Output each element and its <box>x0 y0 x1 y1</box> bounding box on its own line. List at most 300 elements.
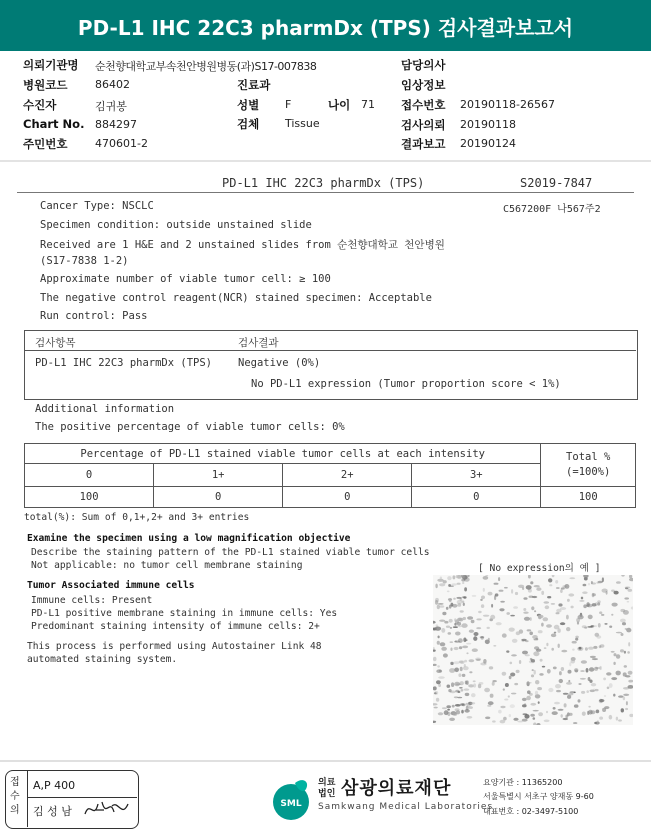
footer-divider <box>0 760 651 762</box>
cell-nucleus <box>546 643 548 646</box>
cell-nucleus <box>613 694 615 697</box>
cell-nucleus <box>518 585 524 588</box>
cell-nucleus <box>473 683 476 687</box>
cell-nucleus <box>534 670 536 675</box>
cell-nucleus <box>625 588 628 590</box>
cell-nucleus <box>471 620 475 623</box>
cell-nucleus <box>453 598 456 600</box>
cell-nucleus <box>508 695 510 697</box>
cell-nucleus <box>457 691 460 693</box>
cell-nucleus <box>551 634 556 638</box>
cell-nucleus <box>604 623 607 625</box>
cell-nucleus <box>462 646 468 649</box>
cell-nucleus <box>616 671 621 676</box>
negative-control: The negative control reagent(NCR) stained specimen: Acceptable <box>40 292 432 304</box>
cell-nucleus <box>460 703 464 705</box>
immune-line-3: Predominant staining intensity of immune cells: 2+ <box>31 621 320 632</box>
cell-nucleus <box>599 717 603 720</box>
cell-nucleus <box>447 591 450 593</box>
cell-nucleus <box>539 673 543 676</box>
cell-nucleus <box>543 617 549 621</box>
org-prefix-1: 의료 <box>318 778 336 788</box>
cell-nucleus <box>592 593 596 596</box>
cell-nucleus <box>609 683 613 688</box>
cell-nucleus <box>538 712 543 716</box>
cell-nucleus <box>461 689 464 692</box>
cell-nucleus <box>566 682 572 685</box>
cell-nucleus <box>578 615 584 620</box>
cell-nucleus <box>544 720 550 723</box>
cell-nucleus <box>560 622 565 625</box>
cell-nucleus <box>439 620 445 622</box>
cell-nucleus <box>516 670 520 673</box>
cell-nucleus <box>589 667 595 671</box>
cell-nucleus <box>604 695 606 697</box>
cell-nucleus <box>613 662 615 665</box>
cell-nucleus <box>466 703 469 705</box>
cell-nucleus <box>454 668 459 673</box>
cell-nucleus <box>623 694 629 696</box>
cell-nucleus <box>597 720 599 725</box>
cell-nucleus <box>435 598 439 602</box>
value-request-date: 20190118 <box>460 118 516 131</box>
cell-nucleus <box>481 604 484 608</box>
cell-nucleus <box>480 636 485 638</box>
label-receipt-no: 접수번호 <box>401 98 446 112</box>
cell-nucleus <box>533 710 539 712</box>
cell-nucleus <box>494 583 499 585</box>
cell-nucleus <box>554 632 556 634</box>
cell-nucleus <box>458 673 461 677</box>
cell-nucleus <box>438 684 441 687</box>
cell-nucleus <box>612 603 618 607</box>
cell-nucleus <box>565 715 568 719</box>
viable-tumor-cells: Approximate number of viable tumor cell: ≥ 100 <box>40 273 331 285</box>
cell-nucleus <box>450 648 452 651</box>
cell-nucleus <box>521 639 526 641</box>
cell-nucleus <box>457 583 461 585</box>
cell-nucleus <box>579 647 582 650</box>
result-detail: No PD-L1 expression (Tumor proportion score < 1%) <box>251 378 561 390</box>
cell-nucleus <box>459 687 463 689</box>
run-control: Run control: Pass <box>40 310 148 322</box>
value-specimen: Tissue <box>285 117 320 130</box>
cell-nucleus <box>599 699 604 702</box>
cell-nucleus <box>554 625 560 630</box>
cell-nucleus <box>438 712 443 715</box>
cell-nucleus <box>581 660 587 664</box>
cell-nucleus <box>506 650 509 652</box>
cell-nucleus <box>462 601 465 603</box>
cell-nucleus <box>592 603 597 606</box>
value-intensity-1plus: 0 <box>154 486 283 507</box>
cell-nucleus <box>538 615 544 618</box>
cell-nucleus <box>448 585 454 587</box>
cell-nucleus <box>443 580 447 583</box>
cell-nucleus <box>590 710 595 714</box>
cell-nucleus <box>527 690 531 694</box>
cell-nucleus <box>525 654 530 656</box>
cell-nucleus <box>503 688 505 690</box>
cell-nucleus <box>624 665 627 668</box>
cell-nucleus <box>581 597 583 600</box>
cell-nucleus <box>472 648 478 652</box>
cell-nucleus <box>559 679 563 683</box>
cell-nucleus <box>611 614 613 616</box>
cell-nucleus <box>616 581 621 584</box>
cell-nucleus <box>473 636 477 641</box>
cell-nucleus <box>469 671 472 673</box>
stamp-code: A,P 400 <box>33 779 76 792</box>
specimen-condition: Specimen condition: outside unstained slide <box>40 219 312 231</box>
cell-nucleus <box>540 659 543 662</box>
stamp-label: 접수의 <box>10 777 20 816</box>
cell-nucleus <box>551 648 554 651</box>
cell-nucleus <box>519 660 521 664</box>
exam-title: Examine the specimen using a low magnification objective <box>27 533 351 544</box>
signature-image <box>82 796 132 822</box>
cell-nucleus <box>506 612 510 615</box>
cell-nucleus <box>436 669 442 673</box>
cell-nucleus <box>509 628 515 632</box>
cell-nucleus <box>611 677 617 680</box>
cell-nucleus <box>534 646 539 650</box>
cell-nucleus <box>499 608 504 611</box>
cell-nucleus <box>514 683 518 685</box>
cell-nucleus <box>590 690 595 693</box>
cell-nucleus <box>465 681 468 685</box>
cell-nucleus <box>558 709 564 711</box>
result-col-result: 검사결과 <box>238 337 279 349</box>
cell-nucleus <box>592 658 598 660</box>
cell-nucleus <box>463 617 466 620</box>
cell-nucleus <box>458 626 462 628</box>
cell-nucleus <box>455 641 457 643</box>
cell-nucleus <box>554 702 560 705</box>
cell-nucleus <box>566 627 570 631</box>
intensity-0: 0 <box>25 464 154 486</box>
case-number: S2019-7847 <box>520 176 593 190</box>
cell-nucleus <box>451 682 454 687</box>
cell-nucleus <box>510 615 515 617</box>
cell-nucleus <box>586 668 589 673</box>
cell-nucleus <box>491 604 493 608</box>
cell-nucleus <box>574 668 578 672</box>
cell-nucleus <box>552 711 558 715</box>
cell-nucleus <box>568 693 574 695</box>
cell-nucleus <box>568 680 570 682</box>
contact-line-3: 대표번호 : 02-3497-5100 <box>483 807 579 816</box>
cell-nucleus <box>530 714 535 717</box>
cell-nucleus <box>471 693 476 697</box>
cell-nucleus <box>451 663 453 665</box>
cell-nucleus <box>490 615 495 620</box>
result-value: Negative (0%) <box>238 357 321 369</box>
cell-nucleus <box>569 577 575 579</box>
value-sex: F <box>285 98 292 111</box>
label-sex: 성별 <box>237 98 260 112</box>
cell-nucleus <box>609 626 612 628</box>
cell-nucleus <box>492 680 496 682</box>
cell-nucleus <box>511 589 513 594</box>
cell-nucleus <box>449 668 455 673</box>
cell-nucleus <box>513 718 518 721</box>
cell-nucleus <box>522 651 528 655</box>
org-prefix-2: 법인 <box>318 789 336 799</box>
cell-nucleus <box>546 711 548 714</box>
cell-nucleus <box>564 584 569 589</box>
cell-nucleus <box>524 617 530 621</box>
cell-nucleus <box>532 596 537 598</box>
cell-nucleus <box>561 667 564 671</box>
cell-nucleus <box>547 669 551 674</box>
cell-nucleus <box>510 673 515 677</box>
cell-nucleus <box>596 710 600 714</box>
cell-nucleus <box>545 605 550 609</box>
intensity-3plus: 3+ <box>412 464 541 486</box>
cell-nucleus <box>601 614 604 616</box>
cell-nucleus <box>548 688 553 692</box>
cell-nucleus <box>583 584 587 587</box>
cell-nucleus <box>531 674 534 677</box>
cell-nucleus <box>599 645 602 648</box>
cell-nucleus <box>464 587 467 591</box>
cell-nucleus <box>530 581 533 584</box>
cell-nucleus <box>466 643 471 645</box>
cell-nucleus <box>616 717 618 721</box>
cell-nucleus <box>463 603 465 606</box>
test-title: PD-L1 IHC 22C3 pharmDx (TPS) <box>222 176 425 190</box>
cell-nucleus <box>558 644 560 648</box>
cell-nucleus <box>465 693 470 696</box>
cell-nucleus <box>446 626 450 628</box>
cell-nucleus <box>450 627 452 629</box>
image-caption: [ No expression의 예 ] <box>478 563 601 574</box>
cell-nucleus <box>453 661 459 664</box>
cell-nucleus <box>433 657 437 661</box>
cell-nucleus <box>438 603 444 605</box>
cell-nucleus <box>485 717 490 720</box>
cell-nucleus <box>549 584 552 586</box>
cell-nucleus <box>478 611 482 613</box>
cell-nucleus <box>537 687 542 690</box>
cell-nucleus <box>538 630 543 633</box>
cell-nucleus <box>611 651 615 653</box>
cell-nucleus <box>567 599 570 602</box>
sml-logo-icon <box>268 775 314 821</box>
cell-nucleus <box>567 695 571 699</box>
cell-nucleus <box>510 704 515 708</box>
cell-nucleus <box>556 587 560 589</box>
intensity-2plus: 2+ <box>283 464 412 486</box>
intensity-1plus: 1+ <box>154 464 283 486</box>
cell-nucleus <box>544 601 550 604</box>
cell-nucleus <box>618 695 623 697</box>
cell-nucleus <box>627 651 630 654</box>
cell-nucleus <box>572 649 575 651</box>
immune-line-2: PD-L1 positive membrane staining in immune cells: Yes <box>31 608 338 619</box>
cell-nucleus <box>531 606 534 610</box>
cell-nucleus <box>461 623 467 628</box>
cell-nucleus <box>483 588 485 592</box>
cell-nucleus <box>561 587 565 589</box>
value-report-date: 20190124 <box>460 137 516 150</box>
cell-nucleus <box>467 616 473 619</box>
cell-nucleus <box>447 685 451 688</box>
cell-nucleus <box>628 589 633 592</box>
cell-nucleus <box>513 606 518 609</box>
cell-nucleus <box>524 703 526 706</box>
value-intensity-3plus: 0 <box>412 486 541 507</box>
cell-nucleus <box>488 638 490 641</box>
cell-nucleus <box>458 638 463 643</box>
cell-nucleus <box>456 597 461 599</box>
cell-nucleus <box>627 601 630 603</box>
cell-nucleus <box>503 717 507 721</box>
cell-nucleus <box>623 610 629 615</box>
cell-nucleus <box>591 683 596 686</box>
cell-nucleus <box>462 582 464 584</box>
cell-nucleus <box>446 705 451 708</box>
cell-nucleus <box>534 610 536 612</box>
cell-nucleus <box>483 615 489 617</box>
cell-nucleus <box>621 708 624 712</box>
additional-text: The positive percentage of viable tumor cells: 0% <box>35 421 345 433</box>
cell-nucleus <box>558 603 562 606</box>
cell-nucleus <box>563 718 569 720</box>
cell-nucleus <box>450 641 454 643</box>
cell-nucleus <box>531 659 535 662</box>
cell-nucleus <box>511 693 516 695</box>
cell-nucleus <box>453 712 457 715</box>
cell-nucleus <box>541 623 544 627</box>
cell-nucleus <box>553 707 556 710</box>
cell-nucleus <box>511 654 517 656</box>
cell-nucleus <box>481 596 485 600</box>
cell-nucleus <box>452 705 455 708</box>
cell-nucleus <box>444 621 448 624</box>
cell-nucleus <box>459 661 464 664</box>
cell-nucleus <box>599 611 602 614</box>
cell-nucleus <box>581 691 585 694</box>
cell-nucleus <box>624 597 629 599</box>
cell-nucleus <box>587 626 593 628</box>
cell-nucleus <box>476 627 481 629</box>
value-patient: 김귀봉 <box>95 100 127 113</box>
cell-nucleus <box>442 612 446 615</box>
cell-nucleus <box>529 632 533 636</box>
value-institution: 순천향대학교부속천안병원병동(과)S17-007838 <box>95 60 317 73</box>
cell-nucleus <box>566 615 569 620</box>
cell-nucleus <box>475 658 481 661</box>
cell-nucleus <box>454 696 458 698</box>
cell-nucleus <box>563 693 568 695</box>
cell-nucleus <box>437 665 440 667</box>
cell-nucleus <box>440 577 442 580</box>
cell-nucleus <box>616 632 622 634</box>
cell-nucleus <box>442 707 447 709</box>
cell-nucleus <box>571 659 576 663</box>
cell-nucleus <box>447 709 450 711</box>
cell-nucleus <box>439 583 445 586</box>
cell-nucleus <box>547 596 551 598</box>
cell-nucleus <box>569 713 573 716</box>
cell-nucleus <box>556 690 561 692</box>
cell-nucleus <box>603 678 606 681</box>
slide-code: C567200F 나567주2 <box>503 204 601 215</box>
logo-text: SML <box>280 799 302 809</box>
cell-nucleus <box>553 667 557 670</box>
cell-nucleus <box>535 691 538 696</box>
cell-nucleus <box>454 682 460 686</box>
cell-nucleus <box>441 647 447 651</box>
cell-nucleus <box>574 692 576 694</box>
cell-nucleus <box>470 702 475 704</box>
cell-nucleus <box>455 632 461 636</box>
cell-nucleus <box>464 688 470 690</box>
cell-nucleus <box>626 701 628 705</box>
cell-nucleus <box>599 666 601 670</box>
cell-nucleus <box>574 704 579 707</box>
label-patient: 수진자 <box>23 98 57 112</box>
cell-nucleus <box>434 707 438 709</box>
cell-nucleus <box>535 638 538 640</box>
cell-nucleus <box>580 670 584 672</box>
cell-nucleus <box>594 667 598 671</box>
contact-line-2: 서울특별시 서초구 양재동 9-60 <box>483 792 594 801</box>
cell-nucleus <box>446 607 449 610</box>
cell-nucleus <box>473 680 476 682</box>
cell-nucleus <box>457 618 462 621</box>
cell-nucleus <box>439 605 444 608</box>
cell-nucleus <box>575 638 578 641</box>
total-header-line2: (=100%) <box>566 465 611 478</box>
cell-nucleus <box>628 642 630 646</box>
cell-nucleus <box>453 626 458 628</box>
cell-nucleus <box>585 647 588 650</box>
cell-nucleus <box>516 631 520 635</box>
cell-nucleus <box>437 605 440 610</box>
cell-nucleus <box>588 706 590 708</box>
cell-nucleus <box>460 681 464 685</box>
cell-nucleus <box>572 641 577 644</box>
cell-nucleus <box>541 591 544 595</box>
value-chart-no: 884297 <box>95 118 137 131</box>
cell-nucleus <box>571 606 574 609</box>
cell-nucleus <box>532 669 534 671</box>
cell-nucleus <box>460 667 463 671</box>
cell-nucleus <box>449 619 453 623</box>
cell-nucleus <box>538 701 540 704</box>
cell-nucleus <box>483 576 489 580</box>
cell-nucleus <box>495 593 499 596</box>
cell-nucleus <box>607 687 610 690</box>
cell-nucleus <box>447 576 451 580</box>
cell-nucleus <box>573 722 577 724</box>
cell-nucleus <box>441 628 445 633</box>
cell-nucleus <box>515 592 518 595</box>
label-chart-no: Chart No. <box>23 117 85 131</box>
cell-nucleus <box>625 628 628 630</box>
cancer-type: Cancer Type: NSCLC <box>40 200 154 212</box>
cell-nucleus <box>502 633 507 637</box>
cell-nucleus <box>587 711 589 715</box>
cell-nucleus <box>455 704 461 707</box>
cell-nucleus <box>509 714 511 717</box>
value-intensity-2plus: 0 <box>283 486 412 507</box>
stamp-name: 김 성 남 <box>33 805 72 818</box>
label-clinical-info: 임상정보 <box>401 78 446 92</box>
